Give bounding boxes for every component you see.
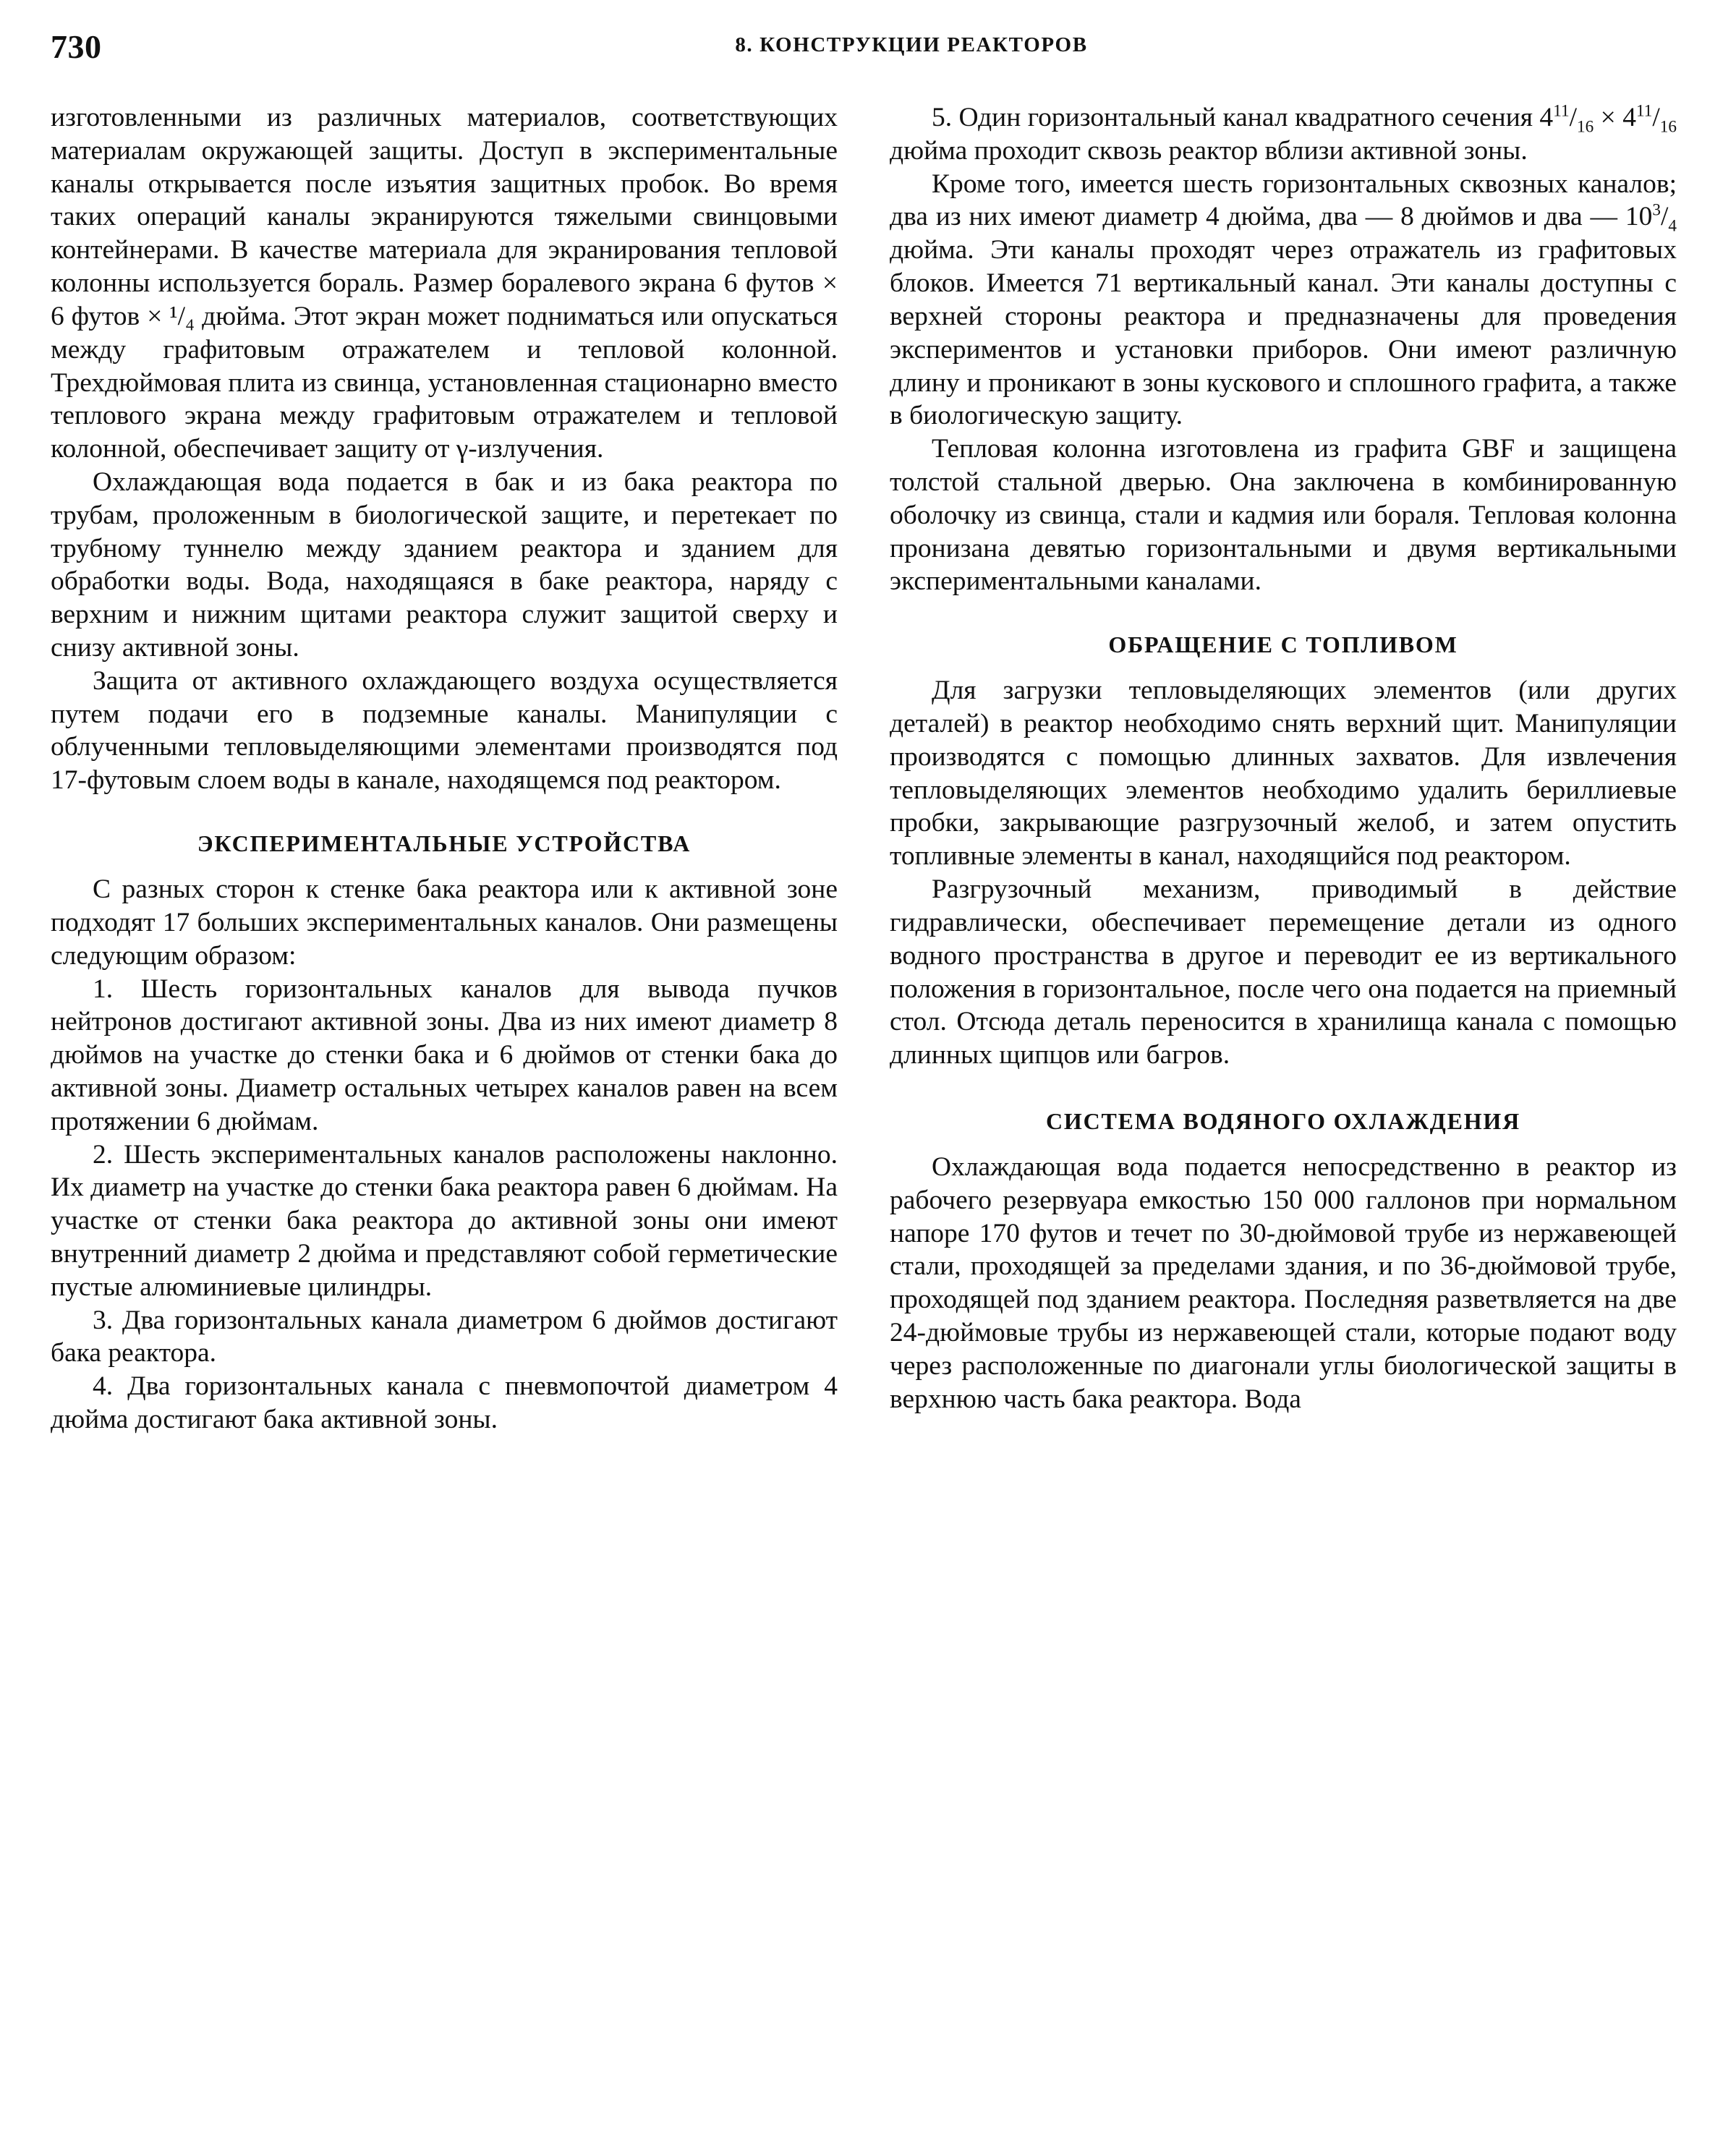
right-column [890,101,1677,2117]
paragraph: С разных сторон к стенке бака реактора или к активной зоне подходят 17 больших экспериментальных каналов. Они размещены следующим образом: [51,874,838,971]
fraction-11-16-second: $^{11}/_{16}$ [1635,101,1677,137]
two-column-body [51,101,1685,2117]
paragraph: Защита от активного охлаждающего воздуха осуществляется путем подачи его в подземные каналы. Манипуляции с облученными тепловыделяющими элементами производятся под 17-футовым слоем воды в канале, находящемся под реактором. [51,665,838,796]
text-run: 5. Один горизонтальный канал квадратного сечения 4 [932,103,1554,132]
page-number: 730 [51,28,102,65]
paragraph: Охлаждающая вода подается непосредственно в реактор из рабочего резервуара емкостью 150 000 галлонов при нормальном напоре 170 футов и течет по 30-дюймовой трубе из нержавеющей стали, проходящей за пределами здания, и по 36-дюймовой трубе, проходящей под зданием реактора. Последняя разветвляется на две 24-дюймовые трубы из нержавеющей стали, которые подают воду через расположенные по диагонали углы биологической защиты в верхнюю часть бака реактора. Вода [890,1151,1677,1414]
section-heading: ЭКСПЕРИМЕНТАЛЬНЫЕ УСТРОЙСТВА [197,830,692,857]
fraction-numerator: 11 [1553,101,1570,121]
fraction-3-4: $^3/_4$ [1652,200,1677,236]
text-run: Кроме того, имеется шесть горизонтальных сквозных каналов; два из них имеют диаметр 4 дюйма, два — 8 дюймов и два — 10 [890,169,1677,232]
fraction-11-16: $^{11}/_{16}$ [1553,101,1594,137]
text-run: дюйма проходит сквозь реактор вблизи активной зоны. [890,135,1528,166]
paragraph: Разгрузочный механизм, приводимый в действие гидравлически, обеспечивает перемещение детали из одного водного пространства в другое и переводит ее из вертикального положения в горизонтальное, после чего она подается на приемный стол. Отсюда деталь переносится в хранилища канала с помощью длинных щипцов или багров. [890,874,1677,1070]
paragraph: Для загрузки тепловыделяющих элементов (или других деталей) в реактор необходимо снять верхний щит. Манипуляции производятся с помощью длинных захватов. Для извлечения тепловыделяющих элементов необходимо удалить бериллиевые пробки, закрывающие разгрузочный желоб, и затем опустить топливные элементы в канал, находящийся под реактором. [890,676,1677,872]
text-run: дюйма. Эти каналы проходят через отражатель из графитовых блоков. Имеется 71 вертикальный канал. Эти каналы доступны с верхней стороны реактора и предназначены для проведения экспериментов и установки приборов. Они имеют различную длину и проникают в зоны кускового и сплошного графита, а также в биологическую защиту. [890,235,1677,431]
left-column [51,101,838,2117]
section-heading-fuel-handling: ОБРАЩЕНИЕ С ТОПЛИВОМ [1108,631,1458,658]
fraction-denominator: 4 [1668,216,1677,236]
section-heading-water-cooling: СИСТЕМА ВОДЯНОГО ОХЛАЖДЕНИЯ [1045,1107,1521,1134]
times-symbol: × [1600,103,1616,132]
fraction-numerator: 11 [1635,101,1653,121]
fraction-denominator: 16 [1577,117,1594,137]
paragraph: изготовленными из различных материалов, соответствующих материалам окружающей защиты. Доступ в экспериментальные каналы открывается после изъятия защитных пробок. Во время таких операций каналы экранируются тяжелыми свинцовыми контейнерами. В качестве материала для экранирования тепловой колонны используется бораль. Размер боралевого экрана 6 футов × 6 футов × ¹/₄ дюйма. Этот экран может подниматься или опускаться между графитовым отражателем и тепловой колонной. Трехдюймовая плита из свинца, установленная стационарно вместо теплового экрана между графитовым отражателем и тепловой колонной, обеспечивает защиту от γ-излучения. [51,103,838,464]
fraction-denominator: 16 [1659,117,1677,137]
paragraph-item-5 [890,101,1677,168]
paragraph: Тепловая колонна изготовлена из графита GBF и защищена толстой стальной дверью. Она заключена в комбинированную оболочку из свинца, стали и кадмия или бораля. Тепловая колонна пронизана девятью горизонтальными и двумя вертикальными экспериментальными каналами. [890,434,1677,597]
paragraph: 4. Два горизонтальных канала с пневмопочтой диаметром 4 дюйма достигают бака активной зоны. [51,1371,838,1435]
text-run: 4 [1622,103,1636,132]
page-header [43,27,1693,71]
paragraph: Охлаждающая вода подается в бак и из бака реактора по трубам, проложенным в биологической защите, и перетекает по трубному туннелю между зданием реактора и зданием для обработки воды. Вода, находящаяся в баке реактора, наряду с верхним и нижним щитами реактора служит защитой сверху и снизу активной зоны. [51,467,838,663]
fraction-numerator: 3 [1652,200,1661,220]
running-title: 8. КОНСТРУКЦИИ РЕАКТОРОВ [735,33,1088,56]
paragraph: 2. Шесть экспериментальных каналов расположены наклонно. Их диаметр на участке до стенки бака реактора равен 6 дюймам. На участке от стенки бака реактора до активной зоны они имеют внутренний диаметр 2 дюйма и представляют собой герметические пустые алюминиевые цилиндры. [51,1139,838,1302]
paragraph: 1. Шесть горизонтальных каналов для вывода пучков нейтронов достигают активной зоны. Два из них имеют диаметр 8 дюймов на участке до стенки бака и 6 дюймов от стенки бака до активной зоны. Диаметр остальных четырех каналов равен на всем протяжении 6 дюймам. [51,974,838,1136]
paragraph-channels [890,168,1677,433]
paragraph: 3. Два горизонтальных канала диаметром 6 дюймов достигают бака реактора. [51,1305,838,1368]
